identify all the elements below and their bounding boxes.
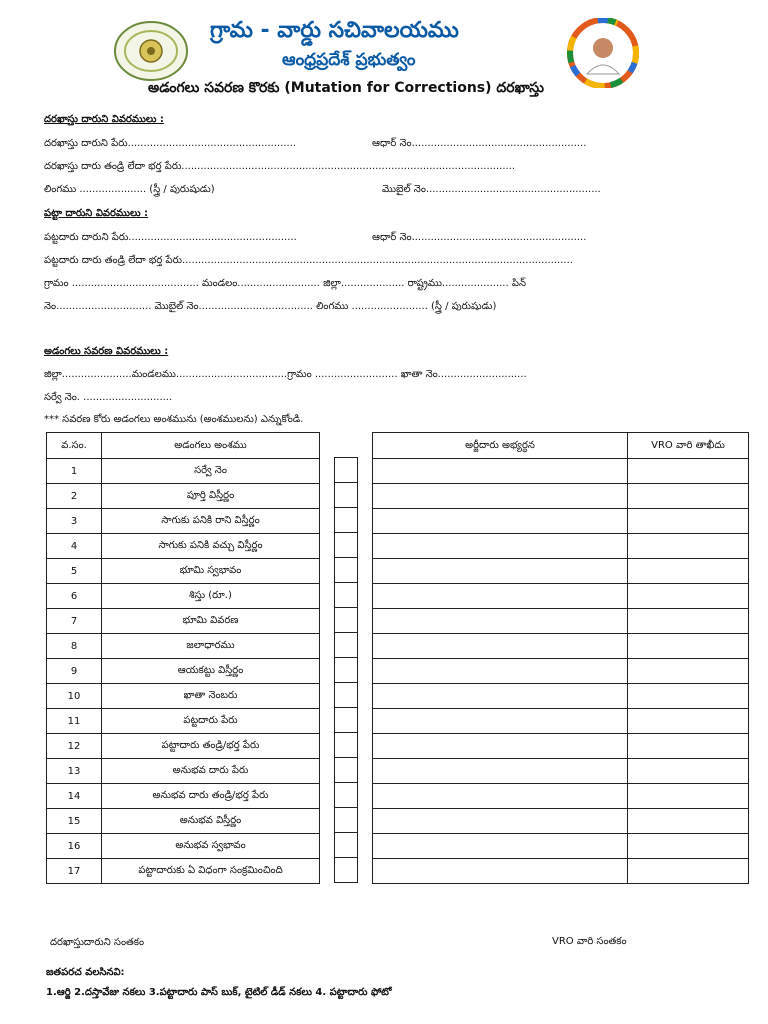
request-row (373, 459, 749, 484)
row-item-label: అనుభవ దారు తండ్రి/భర్త పేరు (102, 784, 320, 809)
row-item-label: అనుభవ విస్తీర్ణం (102, 809, 320, 834)
row-number: 8 (47, 634, 102, 659)
adangal-heading: అడంగలు సవరణ వివరములు : (44, 346, 169, 357)
row-number: 4 (47, 534, 102, 559)
logo-photo-icon (565, 18, 641, 88)
checkbox-row (335, 808, 358, 833)
request-cell[interactable] (373, 534, 628, 559)
vro-cell[interactable] (628, 509, 749, 534)
checkbox-column (334, 457, 358, 883)
select-checkbox[interactable] (335, 758, 358, 783)
row-item-label: పట్టాదారుకు ఏ విధంగా సంక్రమించింది (102, 859, 320, 884)
checkbox-row (335, 683, 358, 708)
row-number: 1 (47, 459, 102, 484)
table-row (47, 484, 320, 509)
row-number: 14 (47, 784, 102, 809)
checkbox-row (335, 508, 358, 533)
form-title: అడంగలు సవరణ కొరకు (Mutation for Corrections) దరఖాస్తు (148, 80, 544, 96)
request-cell[interactable] (373, 784, 628, 809)
vro-cell[interactable] (628, 484, 749, 509)
table-row (47, 834, 320, 859)
col-item-header: అడంగలు అంశము (102, 433, 320, 459)
adangal-location-field[interactable]: జిల్లా......................మండలము...................................గ్రామం .......................... ఖాతా నెం............................ (44, 369, 527, 380)
table-row (47, 559, 320, 584)
vro-cell[interactable] (628, 859, 749, 884)
request-cell[interactable] (373, 659, 628, 684)
request-cell[interactable] (373, 709, 628, 734)
row-item-label: సాగుకు పనికి వచ్చు విస్తీర్ణం (102, 534, 320, 559)
vro-cell[interactable] (628, 734, 749, 759)
request-row (373, 509, 749, 534)
ap-emblem-icon (113, 20, 189, 82)
table-row (47, 609, 320, 634)
row-number: 6 (47, 584, 102, 609)
request-table (372, 432, 749, 884)
row-number: 3 (47, 509, 102, 534)
row-number: 7 (47, 609, 102, 634)
vro-cell[interactable] (628, 709, 749, 734)
request-row (373, 834, 749, 859)
checkbox-row (335, 458, 358, 483)
select-checkbox[interactable] (335, 558, 358, 583)
checkbox-row (335, 633, 358, 658)
select-checkbox[interactable] (335, 658, 358, 683)
table-row (47, 809, 320, 834)
row-number: 9 (47, 659, 102, 684)
vro-cell[interactable] (628, 784, 749, 809)
row-item-label: పట్టదారు పేరు (102, 709, 320, 734)
select-checkbox[interactable] (335, 783, 358, 808)
table-row (47, 459, 320, 484)
pattadar-aadhaar-field[interactable]: ఆధార్ నెం....................................................... (372, 232, 587, 243)
vro-cell[interactable] (628, 659, 749, 684)
applicant-heading: దరఖాస్తు దారుని వివరములు : (44, 114, 164, 125)
row-item-label: ఆయకట్టు విస్తీర్ణం (102, 659, 320, 684)
table-row (47, 534, 320, 559)
pattadar-father-field[interactable]: పట్టదారు దారు తండ్రి లేదా భర్త పేరు........................................................................................................................... (44, 255, 573, 266)
vro-cell[interactable] (628, 559, 749, 584)
select-checkbox[interactable] (335, 633, 358, 658)
vro-cell[interactable] (628, 534, 749, 559)
request-cell[interactable] (373, 584, 628, 609)
col-request-header: అర్జీదారు అభ్యర్ధన (373, 433, 628, 459)
row-number: 5 (47, 559, 102, 584)
col-sno-header: వ.సం. (47, 433, 102, 459)
table-row (47, 784, 320, 809)
request-row (373, 784, 749, 809)
request-cell[interactable] (373, 759, 628, 784)
checkbox-row (335, 558, 358, 583)
request-cell[interactable] (373, 484, 628, 509)
vro-cell[interactable] (628, 834, 749, 859)
vro-cell[interactable] (628, 684, 749, 709)
applicant-name-field[interactable]: దరఖాస్తు దారుని పేరు..................................................... (44, 138, 297, 149)
checkbox-row (335, 733, 358, 758)
select-checkbox[interactable] (335, 483, 358, 508)
checkbox-row (335, 758, 358, 783)
request-row (373, 534, 749, 559)
applicant-mobile-field[interactable]: మొబైల్ నెం....................................................... (382, 184, 601, 195)
request-row (373, 684, 749, 709)
select-checkbox[interactable] (335, 583, 358, 608)
vro-signature-label: VRO వారి సంతకం (552, 936, 627, 947)
vro-cell[interactable] (628, 809, 749, 834)
request-row (373, 859, 749, 884)
checkbox-row (335, 608, 358, 633)
table-row (47, 659, 320, 684)
select-checkbox[interactable] (335, 608, 358, 633)
select-checkbox[interactable] (335, 733, 358, 758)
request-row (373, 734, 749, 759)
col-vro-header: VRO వారి తాఖీదు (628, 433, 749, 459)
request-row (373, 759, 749, 784)
request-row (373, 609, 749, 634)
pattadar-address-field[interactable]: గ్రామం ........................................ మండలం.......................... జిల్లా.................... రాష్ట్రము..................... పిన్ (44, 278, 526, 289)
table-row (47, 709, 320, 734)
row-number: 2 (47, 484, 102, 509)
request-cell[interactable] (373, 509, 628, 534)
row-number: 16 (47, 834, 102, 859)
request-cell[interactable] (373, 559, 628, 584)
table-row (47, 859, 320, 884)
row-number: 17 (47, 859, 102, 884)
checkbox-row (335, 533, 358, 558)
pattadar-address2-field[interactable]: నెం.............................. మొబైల్ నెం.................................... లింగము ........................ (స్త్రీ / పురుషుడు) (44, 301, 497, 312)
applicant-gender-field[interactable]: లింగము ..................... (స్త్రీ / పురుషుడు) (44, 184, 215, 195)
checkbox-row (335, 658, 358, 683)
row-item-label: జలాధారము (102, 634, 320, 659)
adangal-items-table (46, 432, 320, 884)
request-cell[interactable] (373, 734, 628, 759)
request-row (373, 484, 749, 509)
select-checkbox[interactable] (335, 708, 358, 733)
request-cell[interactable] (373, 459, 628, 484)
select-checkbox[interactable] (335, 858, 358, 883)
table-row (47, 684, 320, 709)
select-checkbox[interactable] (335, 508, 358, 533)
vro-cell[interactable] (628, 584, 749, 609)
request-cell[interactable] (373, 684, 628, 709)
row-number: 11 (47, 709, 102, 734)
page-header-subtitle: ఆంధ్రప్రదేశ్ ప్రభుత్వం (282, 50, 416, 70)
checkbox-row (335, 858, 358, 883)
adangal-note: *** సవరణ కోరు అడంగలు అంశమును (అంశములను) ఎన్నుకోండి. (44, 414, 304, 425)
row-item-label: పూర్తి విస్తీర్ణం (102, 484, 320, 509)
applicant-father-field[interactable]: దరఖాస్తు దారు తండ్రి లేదా భర్త పేరు......................................................................................................... (44, 161, 516, 172)
row-item-label: భూమి వివరణ (102, 609, 320, 634)
checkbox-row (335, 783, 358, 808)
row-item-label: సర్వే నెం (102, 459, 320, 484)
checkbox-row (335, 708, 358, 733)
row-item-label: శిస్తు (రూ.) (102, 584, 320, 609)
applicant-aadhaar-field[interactable]: ఆధార్ నెం....................................................... (372, 138, 587, 149)
request-row (373, 659, 749, 684)
attachments-heading: జతపరచ వలసినవి: (46, 967, 125, 978)
checkbox-row (335, 833, 358, 858)
request-row (373, 559, 749, 584)
request-cell[interactable] (373, 859, 628, 884)
pattadar-name-field[interactable]: పట్టదారు దారుని పేరు..................................................... (44, 232, 297, 243)
table-row (47, 734, 320, 759)
page-header-title: గ్రామ - వార్డు సచివాలయము (210, 18, 459, 43)
row-number: 12 (47, 734, 102, 759)
row-item-label: సాగుకు పనికి రాని విస్తీర్ణం (102, 509, 320, 534)
vro-cell[interactable] (628, 634, 749, 659)
row-item-label: అనుభవ స్వభావం (102, 834, 320, 859)
pattadar-heading: పట్టా దారుని వివరములు : (44, 208, 149, 219)
vro-cell[interactable] (628, 609, 749, 634)
vro-cell[interactable] (628, 459, 749, 484)
row-item-label: పట్టాదారు తండ్రి/భర్త పేరు (102, 734, 320, 759)
row-number: 13 (47, 759, 102, 784)
row-item-label: భూమి స్వభావం (102, 559, 320, 584)
select-checkbox[interactable] (335, 683, 358, 708)
request-cell[interactable] (373, 634, 628, 659)
applicant-signature-label: దరఖాస్తుదారుని సంతకం (50, 937, 145, 948)
table-row (47, 584, 320, 609)
row-item-label: ఖాతా నెంబరు (102, 684, 320, 709)
vro-cell[interactable] (628, 759, 749, 784)
request-row (373, 709, 749, 734)
table-row (47, 759, 320, 784)
request-row (373, 634, 749, 659)
table-row (47, 634, 320, 659)
adangal-survey-field[interactable]: సర్వే నెం. ............................ (44, 392, 173, 403)
row-item-label: అనుభవ దారు పేరు (102, 759, 320, 784)
request-cell[interactable] (373, 834, 628, 859)
row-number: 15 (47, 809, 102, 834)
request-cell[interactable] (373, 609, 628, 634)
select-checkbox[interactable] (335, 533, 358, 558)
request-row (373, 809, 749, 834)
request-row (373, 584, 749, 609)
request-cell[interactable] (373, 809, 628, 834)
table-row (47, 509, 320, 534)
checkbox-row (335, 483, 358, 508)
select-checkbox[interactable] (335, 458, 358, 483)
select-checkbox[interactable] (335, 808, 358, 833)
row-number: 10 (47, 684, 102, 709)
select-checkbox[interactable] (335, 833, 358, 858)
checkbox-row (335, 583, 358, 608)
attachments-list: 1.ఆర్జి 2.దస్తావేజు నకలు 3.పట్టాదారు పాస్ బుక్, టైటిల్ డీడ్ నకలు 4. పట్టాదారు ఫోటో (46, 987, 392, 998)
